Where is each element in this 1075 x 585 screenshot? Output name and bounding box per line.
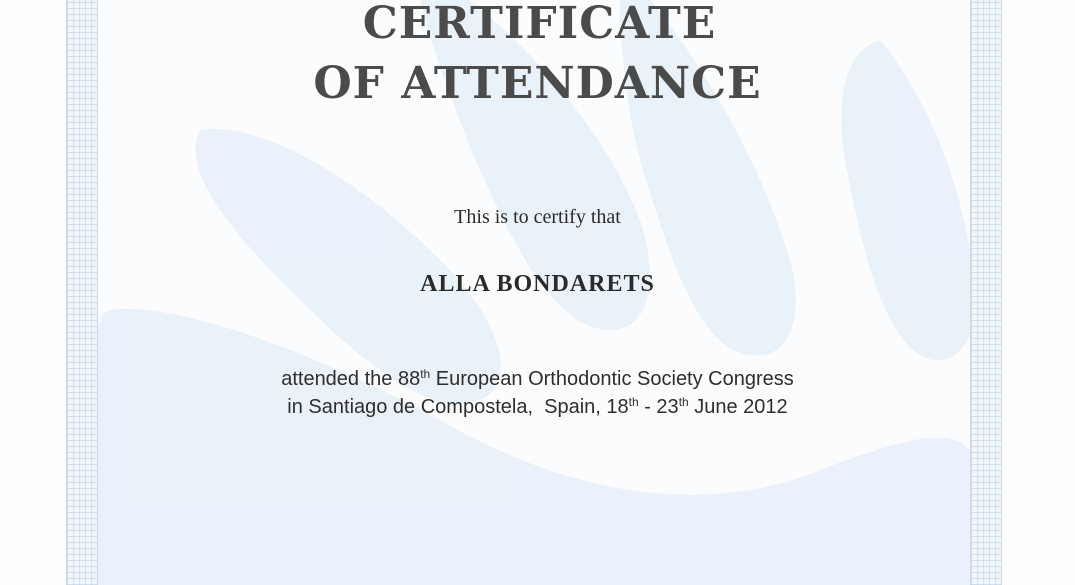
- certificate-title-line2: OF ATTENDANCE: [313, 58, 762, 109]
- recipient-name: ALLA BONDARETS: [420, 271, 655, 297]
- event-line2-ordinal1: th: [628, 395, 639, 409]
- event-line1-prefix: attended the 88: [281, 368, 421, 390]
- event-line2-middle: - 23: [638, 396, 679, 418]
- event-line2-prefix: in Santiago de Compostela, Spain, 18: [287, 396, 629, 418]
- event-description-line2: [0, 396, 1075, 419]
- event-description-line1: [0, 368, 1075, 391]
- event-line1-suffix: European Orthodontic Society Congress: [430, 368, 794, 390]
- certify-text: This is to certify that: [454, 206, 621, 228]
- event-line1-ordinal: th: [420, 367, 431, 381]
- event-line2-ordinal2: th: [678, 395, 689, 409]
- certificate-title-line1: CERTIFICATE: [362, 0, 717, 49]
- event-line2-suffix: June 2012: [688, 396, 788, 418]
